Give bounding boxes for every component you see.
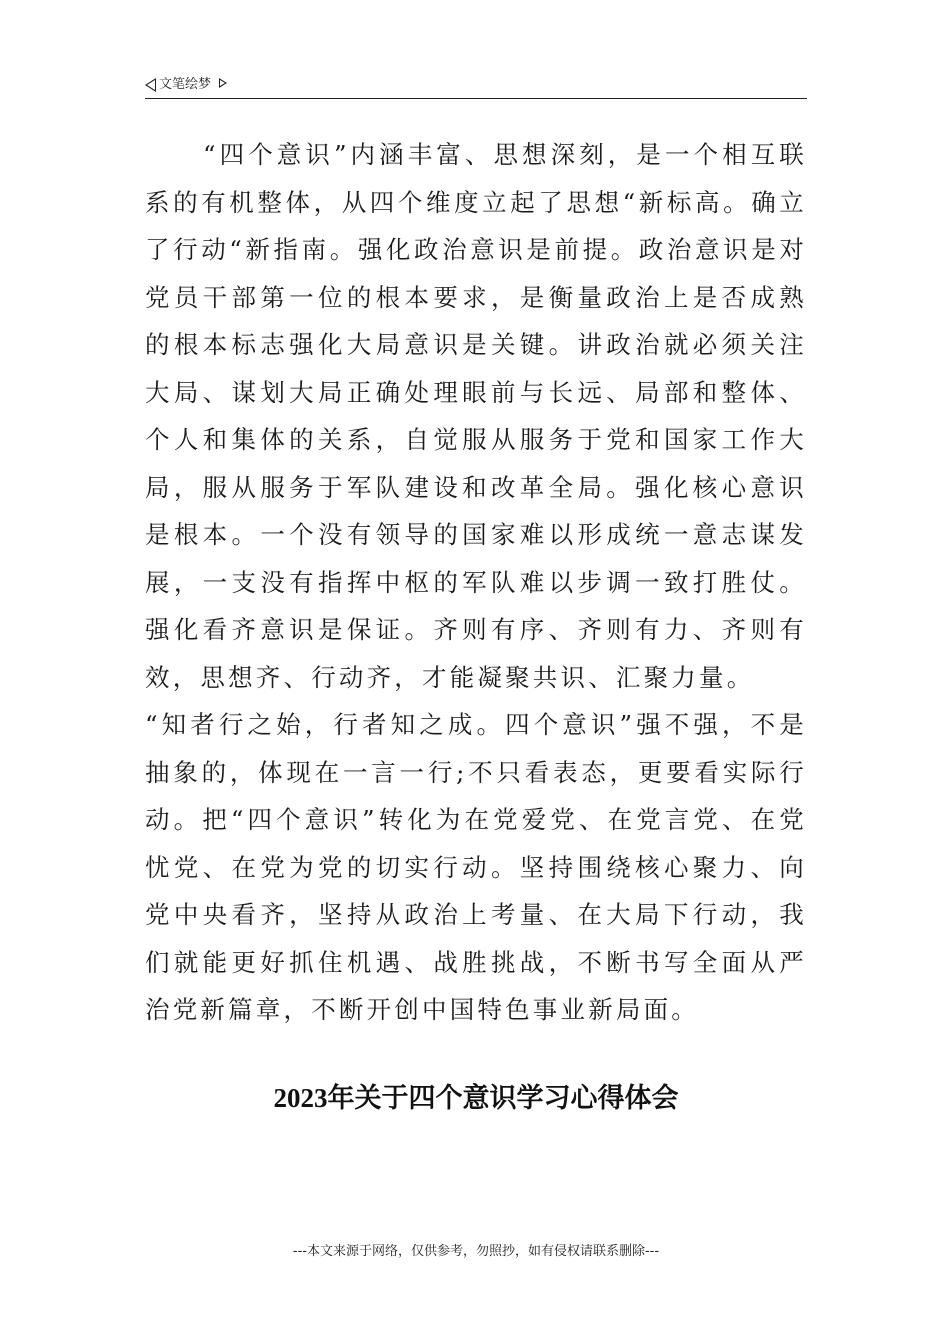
header-title: 文笔绘梦 (159, 77, 212, 92)
section-title: 2023年关于四个意识学习心得体会 (273, 1083, 679, 1113)
page-footer: ---本文来源于网络，仅供参考，勿照抄，如有侵权请联系删除--- (292, 1244, 660, 1259)
page-header (145, 76, 807, 99)
paragraph-2: “知者行之始，行者知之成。四个意识”强不强，不是抽象的，体现在一言一行;不只看表态，更要看实际行动。把“四个意识”转化为在党爱党、在党言党、在党忧党、在党为党的切实行动。坚持围绕核心聚力、向党中央看齐，坚持从政治上考量、在大局下行动，我们就能更好抓住机遇、战胜挑战，不断书写全面从严治党新篇章，不断开创中国特色事业新局面。 (145, 710, 807, 1024)
document-body (145, 131, 807, 1034)
triangle-left-icon (145, 78, 156, 92)
triangle-right-icon (219, 78, 227, 88)
paragraph-1: “四个意识”内涵丰富、思想深刻，是一个相互联系的有机整体，从四个维度立起了思想“新标高。确立了行动“新指南。强化政治意识是前提。政治意识是对党员干部第一位的根本要求，是衡量政治上是否成熟的根本标志强化大局意识是关键。讲政治就必须关注大局、谋划大局正确处理眼前与长远、局部和整体、个人和集体的关系，自觉服从服务于党和国家工作大局，服从服务于军队建设和改革全局。强化核心意识是根本。一个没有领导的国家难以形成统一意志谋发展，一支没有指挥中枢的军队难以步调一致打胜仗。强化看齐意识是保证。齐则有序、齐则有力、齐则有效，思想齐、行动齐，才能凝聚共识、汇聚力量。 (145, 140, 807, 692)
